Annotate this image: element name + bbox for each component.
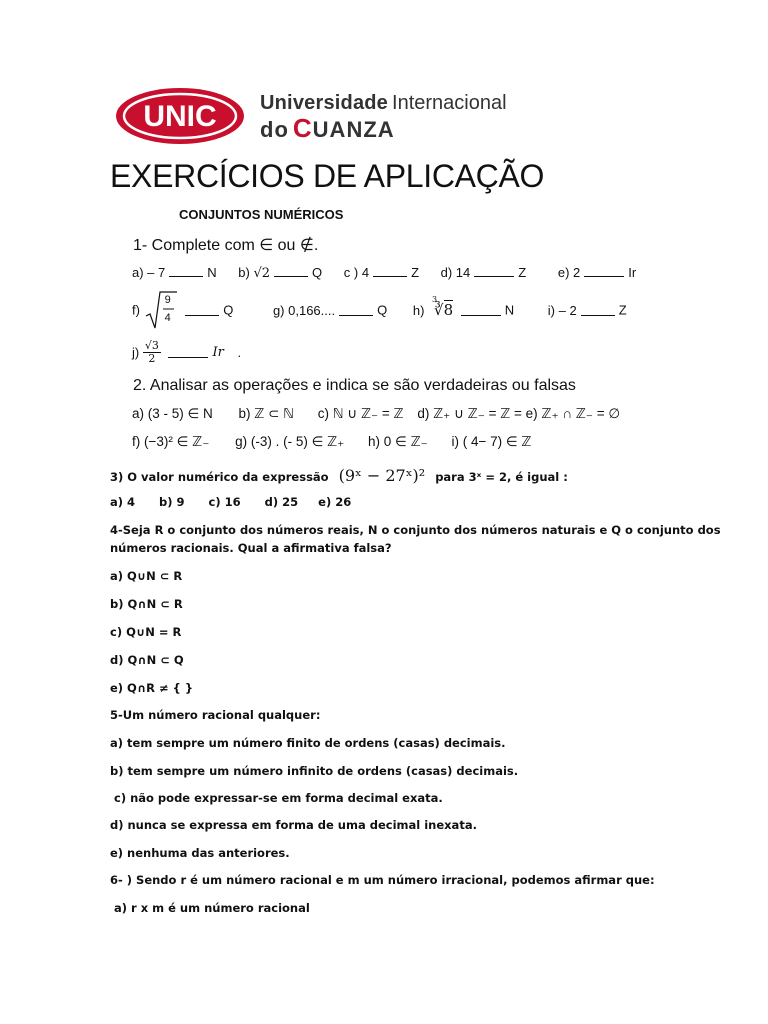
q1-row-j: j) $\frac{√3}{2}$ Ir . <box>132 339 242 365</box>
emblem-text: UNIC <box>143 100 217 133</box>
logo-do: do <box>260 117 289 142</box>
section-subtitle: CONJUNTOS NUMÉRICOS <box>179 207 344 222</box>
q5-option-c: c) não pode expressar-se em forma decimal exata. <box>110 791 443 805</box>
q4-option-a: a) Q∪N ⊂ R <box>110 569 183 583</box>
q3-options: a) 4 b) 9 c) 16 d) 25 e) 26 <box>110 495 352 509</box>
q2-row1: a) (3 - 5) ∈ N b) ℤ ⊂ ℕ c) ℕ ∪ ℤ₋ = ℤ d) ℤ₊ ∪ ℤ₋ = ℤ = e) ℤ₊ ∩ ℤ₋ = ∅ <box>132 406 621 421</box>
university-logo <box>114 86 614 148</box>
q5-option-e: e) nenhuma das anteriores. <box>110 846 290 860</box>
q5-heading: 5-Um número racional qualquer: <box>110 708 321 722</box>
q6-heading: 6- ) Sendo r é um número racional e m um número irracional, podemos afirmar que: <box>110 873 655 887</box>
logo-name-bold: Universidade <box>260 92 389 114</box>
sqrt-fraction: 9 4 <box>144 290 178 330</box>
fraction-sqrt3-over-2: $\frac{√3}{2}$ <box>144 339 159 365</box>
page-title: EXERCÍCIOS DE APLICAÇÃO <box>110 158 545 194</box>
q3-statement: 3) O valor numérico da expressão (9ˣ − 27ˣ)² para 3ˣ = 2, é igual : <box>110 466 568 485</box>
q2-row2: f) (−3)² ∈ ℤ₋ g) (-3) . (- 5) ∈ ℤ₊ h) 0 ∈ ℤ₋ i) ( 4− 7) ∈ ℤ <box>132 434 532 449</box>
q4-line2: números racionais. Qual a afirmativa falsa? <box>110 541 392 555</box>
q2-heading: 2. Analisar as operações e indica se são verdadeiras ou falsas <box>133 377 576 394</box>
q4-option-e: e) Q∩R ≠ { } <box>110 681 194 695</box>
q5-option-a: a) tem sempre um número finito de ordens (casas) decimais. <box>110 736 506 750</box>
q1-row-f-i: f) 9 4 Q g) 0,166.... Q h) 3 ∛8 N i) – 2 Z <box>132 290 627 330</box>
logo-name-rest: Internacional <box>392 92 507 114</box>
q6-option-a: a) r x m é um número racional <box>110 901 310 915</box>
q1-row-a-e: a) – 7 N b) √2 Q c ) 4 Z d) 14 Z e) 2 Ir <box>132 265 637 281</box>
q4-option-b: b) Q∩N ⊂ R <box>110 597 183 611</box>
q4-option-c: c) Q∪N = R <box>110 625 182 639</box>
q4-line1: 4-Seja R o conjunto dos números reais, N o conjunto dos números naturais e Q o conjunto dos <box>110 523 721 537</box>
q5-option-d: d) nunca se expressa em forma de uma decimal inexata. <box>110 818 477 832</box>
q5-option-b: b) tem sempre um número infinito de ordens (casas) decimais. <box>110 764 519 778</box>
unic-emblem <box>114 86 250 146</box>
q1-heading: 1- Complete com ∈ ou ∉. <box>133 237 319 254</box>
q4-option-d: d) Q∩N ⊂ Q <box>110 653 184 667</box>
logo-cuanza: CUANZA <box>292 113 395 143</box>
